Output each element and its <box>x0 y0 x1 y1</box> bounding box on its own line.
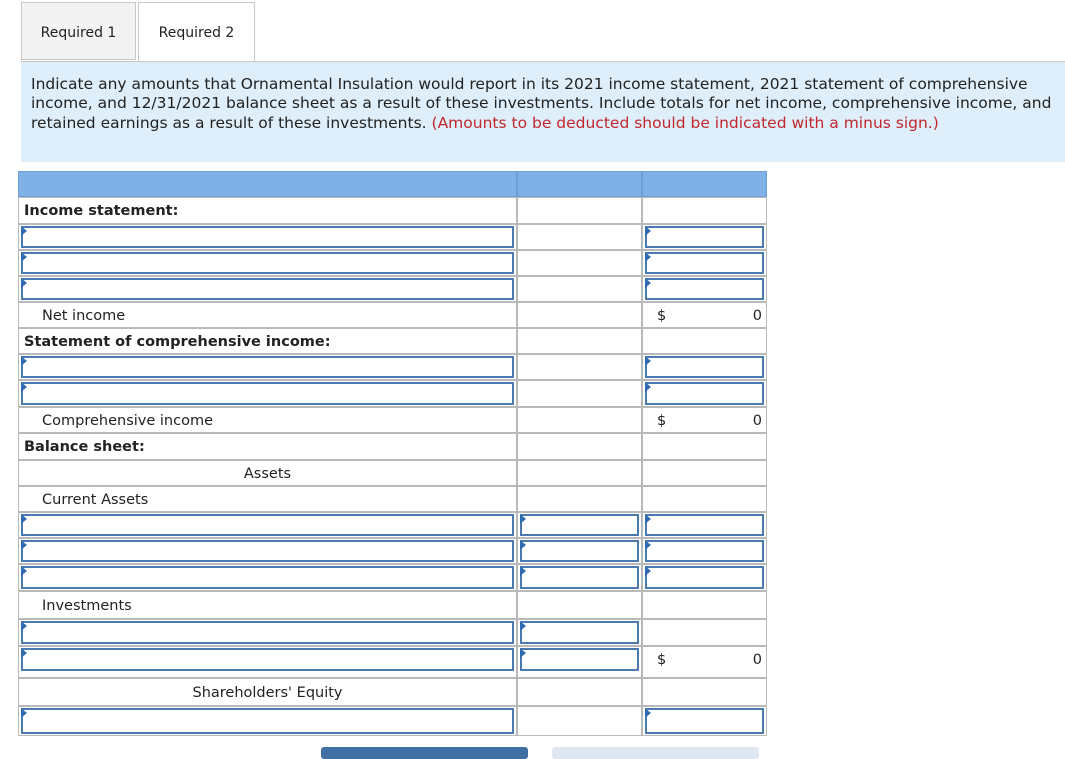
empty-cell <box>642 619 767 646</box>
empty-cell <box>517 354 642 380</box>
income-statement-heading: Income statement: <box>18 197 517 224</box>
equity-account-cell <box>18 706 517 736</box>
investments-total-value: 0 <box>752 652 762 668</box>
empty-cell <box>517 250 642 276</box>
shareholders-equity-heading: Shareholders' Equity <box>18 678 517 706</box>
tab-required-1[interactable]: Required 1 <box>21 2 136 60</box>
soci-account-dropdown[interactable] <box>21 356 514 378</box>
balance-sheet-heading: Balance sheet: <box>18 433 517 460</box>
header-cell <box>642 171 767 197</box>
soci-amount-input[interactable] <box>645 356 764 378</box>
equity-amount-cell <box>642 706 767 736</box>
empty-cell <box>517 460 642 486</box>
income-account-cell <box>18 224 517 250</box>
current-asset-amount-input[interactable] <box>520 566 639 589</box>
previous-button[interactable] <box>321 747 528 759</box>
income-account-dropdown[interactable] <box>21 278 514 300</box>
next-button[interactable] <box>552 747 759 759</box>
income-amount-input[interactable] <box>645 252 764 274</box>
soci-amount-input[interactable] <box>645 382 764 405</box>
current-asset-total-cell <box>642 564 767 591</box>
table-header-row <box>18 171 767 197</box>
empty-cell <box>642 486 767 512</box>
net-income-value: 0 <box>752 308 762 324</box>
comprehensive-income-total <box>642 407 767 433</box>
current-asset-amount-input[interactable] <box>520 514 639 536</box>
empty-cell <box>517 678 642 706</box>
investments-label: Investments <box>18 591 517 619</box>
income-account-dropdown[interactable] <box>21 252 514 274</box>
current-asset-total-input[interactable] <box>645 514 764 536</box>
assets-heading: Assets <box>18 460 517 486</box>
soci-account-cell <box>18 380 517 407</box>
equity-amount-input[interactable] <box>645 708 764 734</box>
empty-cell <box>517 380 642 407</box>
current-asset-total-cell <box>642 512 767 538</box>
empty-cell <box>517 302 642 328</box>
table-row <box>18 619 767 646</box>
empty-cell <box>642 433 767 460</box>
current-asset-amount-cell <box>517 564 642 591</box>
investment-amount-input[interactable] <box>520 621 639 644</box>
current-asset-account-dropdown[interactable] <box>21 514 514 536</box>
current-asset-total-input[interactable] <box>645 540 764 562</box>
investment-account-dropdown[interactable] <box>21 648 514 671</box>
table-row <box>18 538 767 564</box>
investment-amount-cell <box>517 646 642 678</box>
current-asset-account-cell <box>18 512 517 538</box>
empty-cell <box>517 591 642 619</box>
empty-cell <box>517 407 642 433</box>
table-row <box>18 250 767 276</box>
soci-amount-cell <box>642 354 767 380</box>
table-row <box>18 564 767 591</box>
empty-cell <box>517 224 642 250</box>
dollar-sign: $ <box>657 308 667 324</box>
investment-account-cell <box>18 619 517 646</box>
income-amount-cell <box>642 250 767 276</box>
table-row <box>18 460 767 486</box>
soci-account-cell <box>18 354 517 380</box>
table-row <box>18 591 767 619</box>
instruction-text: Indicate any amounts that Ornamental Insulation would report in its 2021 income statement, 2021 statement of comprehensive income, and 12/31/2021 balance sheet as a result of these investments. Include totals for net income, comprehensive income, and retained earnings as a result of these investments. <box>31 75 1052 132</box>
tab-required-2[interactable]: Required 2 <box>138 2 255 62</box>
current-asset-amount-cell <box>517 512 642 538</box>
instruction-box <box>21 62 1065 162</box>
current-asset-account-dropdown[interactable] <box>21 540 514 562</box>
investment-account-dropdown[interactable] <box>21 621 514 644</box>
income-account-cell <box>18 276 517 302</box>
investment-amount-input[interactable] <box>520 648 639 671</box>
net-income-row <box>18 302 767 328</box>
soci-heading: Statement of comprehensive income: <box>18 328 517 354</box>
current-asset-account-dropdown[interactable] <box>21 566 514 589</box>
table-row <box>18 433 767 460</box>
table-row <box>18 197 767 224</box>
net-income-total <box>642 302 767 328</box>
table-row <box>18 646 767 678</box>
empty-cell <box>642 678 767 706</box>
current-asset-amount-cell <box>517 538 642 564</box>
current-asset-account-cell <box>18 538 517 564</box>
instruction-note: (Amounts to be deducted should be indicated with a minus sign.) <box>431 113 939 132</box>
soci-amount-cell <box>642 380 767 407</box>
income-amount-input[interactable] <box>645 226 764 248</box>
table-row <box>18 224 767 250</box>
table-row <box>18 354 767 380</box>
comprehensive-income-row <box>18 407 767 433</box>
table-row <box>18 276 767 302</box>
table-row <box>18 328 767 354</box>
current-assets-label: Current Assets <box>18 486 517 512</box>
investment-account-cell <box>18 646 517 678</box>
income-amount-cell <box>642 224 767 250</box>
header-cell <box>517 171 642 197</box>
comprehensive-income-label: Comprehensive income <box>18 407 517 433</box>
table-row <box>18 678 767 706</box>
net-income-label: Net income <box>18 302 517 328</box>
table-row <box>18 380 767 407</box>
soci-account-dropdown[interactable] <box>21 382 514 405</box>
empty-cell <box>517 328 642 354</box>
table-row <box>18 706 767 736</box>
table-row <box>18 486 767 512</box>
empty-cell <box>517 197 642 224</box>
comprehensive-income-value: 0 <box>752 413 762 429</box>
income-amount-cell <box>642 276 767 302</box>
empty-cell <box>517 706 642 736</box>
current-asset-account-cell <box>18 564 517 591</box>
dollar-sign: $ <box>657 652 667 668</box>
current-asset-amount-input[interactable] <box>520 540 639 562</box>
income-amount-input[interactable] <box>645 278 764 300</box>
equity-account-dropdown[interactable] <box>21 708 514 734</box>
header-cell <box>18 171 517 197</box>
income-account-dropdown[interactable] <box>21 226 514 248</box>
current-asset-total-input[interactable] <box>645 566 764 589</box>
empty-cell <box>517 486 642 512</box>
current-asset-total-cell <box>642 538 767 564</box>
empty-cell <box>517 276 642 302</box>
empty-cell <box>517 433 642 460</box>
table-row <box>18 512 767 538</box>
empty-cell <box>642 197 767 224</box>
dollar-sign: $ <box>657 413 667 429</box>
empty-cell <box>642 460 767 486</box>
investment-amount-cell <box>517 619 642 646</box>
investments-total <box>642 646 767 678</box>
empty-cell <box>642 328 767 354</box>
income-account-cell <box>18 250 517 276</box>
empty-cell <box>642 591 767 619</box>
